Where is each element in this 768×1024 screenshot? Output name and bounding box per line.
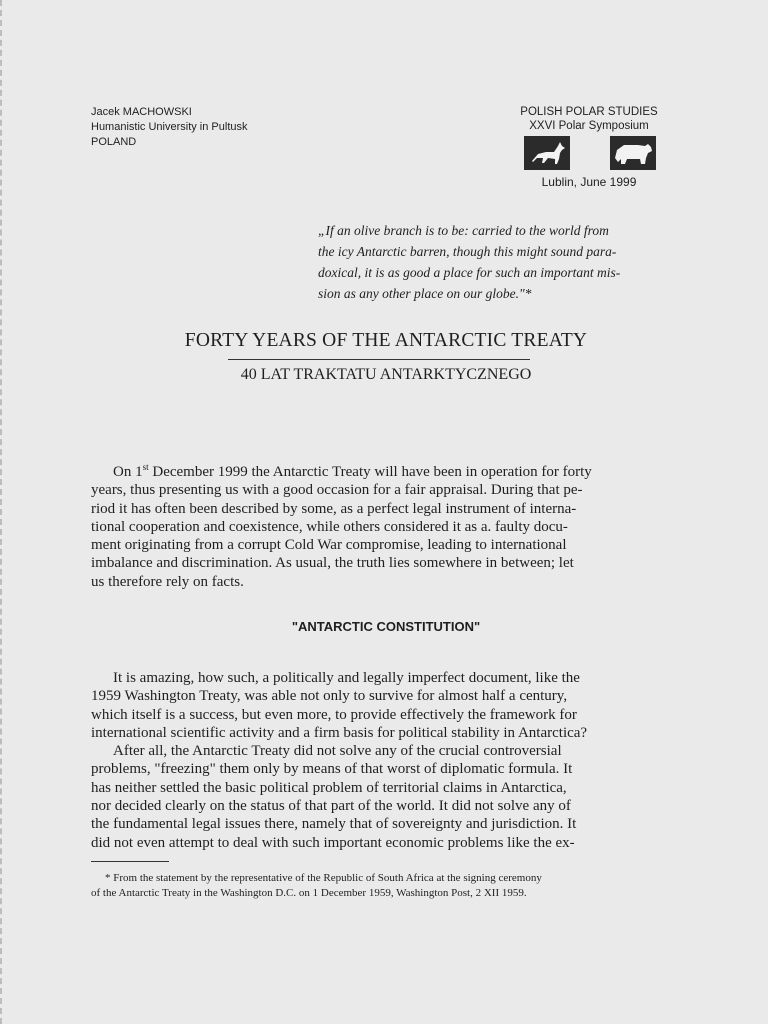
place-date: Lublin, June 1999	[541, 175, 637, 189]
intro-first-sup: st	[142, 462, 149, 472]
epigraph-line: „If an olive branch is to be: carried to the world from	[318, 223, 609, 238]
paragraph-line	[91, 669, 667, 687]
epigraph-line: doxical, it is as good a place for such an important mis-	[318, 265, 621, 280]
footnote-divider	[91, 861, 169, 862]
journal-block	[514, 105, 664, 133]
intro-first-post: December 1999 the Antarctic Treaty will have been in operation for forty	[148, 464, 592, 480]
paragraph-line-text: After all, the Antarctic Treaty did not solve any of the crucial controversial	[113, 743, 562, 760]
paragraph-line	[91, 458, 667, 481]
paragraph-line-text: It is amazing, how such, a politically and legally imperfect document, like the	[113, 670, 580, 686]
section-heading: "ANTARCTIC CONSTITUTION"	[291, 619, 481, 634]
footnote	[91, 871, 671, 901]
article-title: FORTY YEARS OF THE ANTARCTIC TREATY	[184, 330, 588, 351]
author-block	[91, 105, 248, 150]
epigraph	[318, 220, 670, 304]
title-divider	[228, 359, 530, 360]
footnote-line: of the Antarctic Treaty in the Washington D.C. on 1 December 1959, Washington Post, 2 XII 1959.	[91, 887, 527, 899]
paragraph-line: international scientific activity and a firm basis for political stability in Antarctica?	[91, 724, 588, 741]
polar-bear-icon	[610, 136, 656, 170]
paragraph-line: ment originating from a corrupt Cold War compromise, leading to international	[91, 537, 567, 554]
paragraph-line: us therefore rely on facts.	[91, 573, 244, 590]
intro-paragraph	[91, 458, 667, 591]
paragraph-line: the fundamental legal issues there, namely that of sovereignty and jurisdiction. It	[91, 816, 577, 833]
article-subtitle: 40 LAT TRAKTATU ANTARKTYCZNEGO	[240, 366, 532, 383]
paragraph-line: 1959 Washington Treaty, was able not only to survive for almost half a century,	[91, 688, 568, 705]
paragraph-line: has neither settled the basic political problem of territorial claims in Antarctica,	[91, 779, 567, 796]
footnote-line	[91, 871, 671, 886]
author-name: Jacek MACHOWSKI	[91, 106, 192, 118]
paragraph-line: nor decided clearly on the status of that part of the world. It did not solve any of	[91, 798, 571, 815]
intro-first-pre: On 1	[113, 464, 143, 480]
author-country: POLAND	[91, 136, 137, 148]
paragraph-line: problems, "freezing" them only by means of that worst of diplomatic formula. It	[91, 761, 573, 778]
paragraph-line: riod it has often been described by some, as a perfect legal instrument of interna-	[91, 500, 577, 517]
symposium-name: XXVI Polar Symposium	[529, 120, 649, 132]
paragraph-line	[91, 742, 667, 760]
author-affiliation: Humanistic University in Pultusk	[91, 121, 248, 133]
paragraph-line: tional cooperation and coexistence, while others considered it as a. faulty docu-	[91, 518, 568, 535]
fox-icon	[524, 136, 570, 170]
section-paragraphs	[91, 669, 667, 852]
journal-title: POLISH POLAR STUDIES	[520, 106, 658, 118]
paragraph-line: which itself is a success, but even more, to provide effectively the framework for	[91, 706, 577, 723]
paragraph-line: years, thus presenting us with a good occasion for a fair appraisal. During that pe-	[91, 482, 583, 499]
epigraph-line: the icy Antarctic barren, though this might sound para-	[318, 244, 617, 259]
footnote-line-text: * From the statement by the representative of the Republic of South Africa at the signing ceremony	[105, 872, 542, 884]
paragraph-line: imbalance and discrimination. As usual, the truth lies somewhere in between; let	[91, 555, 574, 572]
epigraph-line: sion as any other place on our globe."*	[318, 286, 532, 301]
paragraph-line: did not even attempt to deal with such important economic problems like the ex-	[91, 834, 575, 851]
